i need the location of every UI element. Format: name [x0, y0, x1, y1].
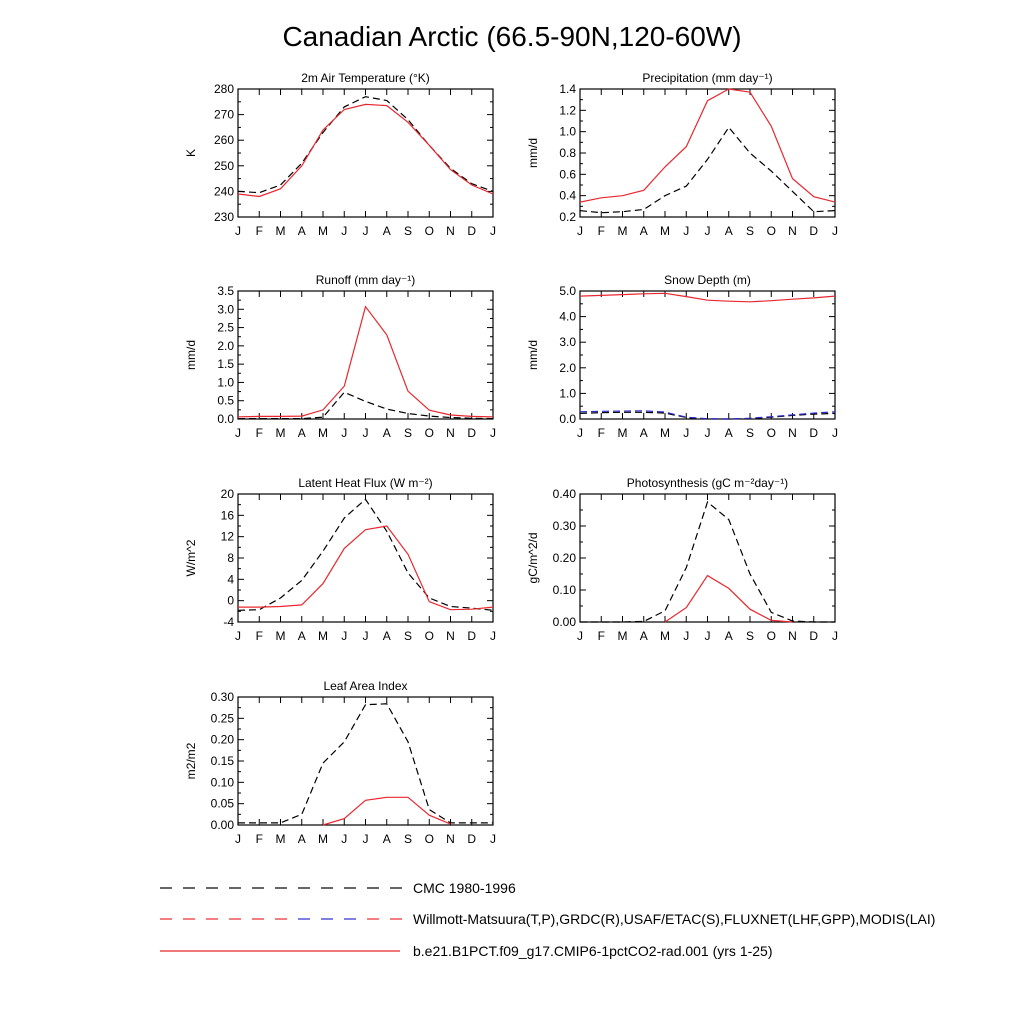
- series-line-obs: [238, 499, 493, 610]
- y-tick-label: 0.2: [559, 210, 576, 224]
- x-tick-label: F: [255, 224, 263, 238]
- plot-frame: [238, 697, 493, 825]
- panel-title: Photosynthesis (gC m⁻²day⁻¹): [626, 476, 789, 490]
- x-tick-label: M: [660, 629, 670, 643]
- y-tick-label: 250: [213, 158, 234, 173]
- x-tick-label: O: [424, 629, 434, 643]
- y-tick-label: 0.30: [552, 519, 576, 533]
- y-axis-label: mm/d: [526, 340, 540, 370]
- y-tick-label: 0.10: [210, 775, 234, 790]
- x-tick-label: O: [766, 426, 776, 440]
- y-tick-label: 1.2: [559, 103, 576, 118]
- x-tick-label: F: [597, 224, 605, 238]
- panel-title: Leaf Area Index: [323, 679, 408, 693]
- x-tick-label: F: [255, 426, 263, 440]
- x-tick-label: M: [275, 426, 286, 440]
- y-tick-label: 1.0: [559, 386, 576, 401]
- y-tick-label: 0.25: [210, 711, 234, 726]
- x-tick-label: M: [617, 224, 628, 238]
- x-tick-label: J: [683, 629, 690, 643]
- legend-label: b.e21.B1PCT.f09_g17.CMIP6-1pctCO2-rad.001 (yrs 1-25): [413, 943, 773, 959]
- y-tick-label: 1.0: [217, 375, 234, 390]
- y-tick-label: 0.00: [552, 615, 576, 629]
- y-tick-label: 230: [213, 210, 234, 224]
- panel-title: Latent Heat Flux (W m⁻²): [298, 476, 433, 490]
- panel-title: 2m Air Temperature (°K): [301, 71, 430, 85]
- y-tick-label: 4: [227, 572, 234, 587]
- x-tick-label: A: [297, 426, 306, 440]
- y-tick-label: 0.10: [552, 583, 576, 597]
- legend-item-1: [160, 880, 516, 896]
- series-line-model: [238, 104, 493, 196]
- x-tick-label: O: [424, 832, 434, 846]
- series-line-obs: [580, 502, 835, 622]
- y-axis-label: mm/d: [184, 340, 198, 370]
- legend-label: Willmott-Matsuura(T,P),GRDC(R),USAF/ETAC(S),FLUXNET(LHF,GPP),MODIS(LAI): [413, 911, 936, 927]
- x-tick-label: A: [724, 426, 733, 440]
- panels: [184, 71, 838, 846]
- panel-1: [184, 71, 496, 238]
- x-tick-label: J: [341, 224, 348, 238]
- x-tick-label: J: [704, 629, 711, 643]
- x-tick-label: J: [577, 426, 583, 440]
- x-tick-label: M: [660, 224, 670, 238]
- legend-item-2: [160, 911, 935, 927]
- panel-2: [526, 71, 838, 238]
- x-tick-label: F: [597, 426, 605, 440]
- x-tick-label: J: [832, 629, 838, 643]
- x-tick-label: F: [597, 629, 605, 643]
- x-tick-label: D: [809, 426, 819, 440]
- x-tick-label: N: [446, 426, 455, 440]
- x-tick-label: M: [617, 629, 628, 643]
- x-tick-label: M: [275, 832, 286, 846]
- x-tick-label: S: [403, 832, 413, 846]
- y-tick-label: 0.05: [210, 796, 234, 811]
- x-tick-label: S: [745, 629, 755, 643]
- x-tick-label: D: [467, 832, 477, 846]
- x-tick-label: D: [467, 224, 477, 238]
- x-tick-label: M: [660, 426, 670, 440]
- panel-title: Precipitation (mm day⁻¹): [642, 71, 773, 85]
- y-tick-label: 0.20: [210, 732, 234, 747]
- y-axis-label: gC/m^2/d: [526, 532, 540, 584]
- series-line-obs: [238, 704, 493, 823]
- x-tick-label: A: [382, 426, 391, 440]
- x-tick-label: J: [341, 629, 348, 643]
- x-tick-label: J: [490, 426, 496, 440]
- x-tick-label: J: [832, 224, 838, 238]
- y-tick-label: 1.0: [559, 124, 576, 139]
- y-tick-label: 0.15: [210, 754, 234, 768]
- x-tick-label: F: [255, 832, 263, 846]
- x-tick-label: J: [577, 224, 583, 238]
- x-tick-label: F: [255, 629, 263, 643]
- x-tick-label: A: [382, 629, 391, 643]
- x-tick-label: A: [639, 224, 648, 238]
- y-tick-label: 4.0: [559, 309, 576, 324]
- figure-title: Canadian Arctic (66.5-90N,120-60W): [282, 21, 742, 52]
- x-tick-label: J: [490, 629, 496, 643]
- x-tick-label: O: [424, 224, 434, 238]
- y-tick-label: 0.4: [559, 188, 576, 203]
- series-line-model: [238, 307, 493, 417]
- y-tick-label: 3.0: [217, 302, 234, 317]
- x-tick-label: M: [275, 629, 286, 643]
- panel-7: [184, 679, 496, 846]
- x-tick-label: N: [788, 224, 797, 238]
- x-tick-label: M: [617, 426, 628, 440]
- x-tick-label: A: [297, 224, 306, 238]
- y-tick-label: 0.00: [210, 818, 234, 832]
- x-tick-label: M: [318, 629, 328, 643]
- x-tick-label: J: [341, 832, 348, 846]
- x-tick-label: M: [318, 832, 328, 846]
- x-tick-label: J: [235, 629, 241, 643]
- y-tick-label: 1.4: [559, 82, 576, 96]
- plot-frame: [580, 494, 835, 622]
- y-tick-label: 260: [213, 133, 234, 148]
- legend-item-3: [160, 943, 773, 959]
- y-tick-label: 5.0: [559, 284, 576, 298]
- x-tick-label: J: [490, 832, 496, 846]
- panel-4: [526, 273, 838, 440]
- series-line-obs: [238, 97, 493, 193]
- x-tick-label: N: [788, 629, 797, 643]
- x-tick-label: J: [683, 224, 690, 238]
- y-tick-label: 0: [227, 593, 234, 608]
- x-tick-label: M: [318, 426, 328, 440]
- x-tick-label: J: [362, 426, 369, 440]
- x-tick-label: A: [297, 832, 306, 846]
- y-tick-label: 3.5: [217, 284, 234, 298]
- y-tick-label: 8: [227, 551, 234, 565]
- panel-title: Snow Depth (m): [664, 273, 751, 287]
- y-tick-label: 0.30: [210, 690, 234, 704]
- y-tick-label: 0.0: [217, 412, 234, 426]
- x-tick-label: J: [235, 426, 241, 440]
- series-line-model: [238, 526, 493, 610]
- x-tick-label: N: [446, 629, 455, 643]
- x-tick-label: D: [467, 426, 477, 440]
- panel-5: [184, 476, 496, 643]
- y-tick-label: 0.40: [552, 487, 576, 501]
- x-tick-label: J: [362, 224, 369, 238]
- series-line-model: [665, 576, 793, 622]
- x-tick-label: J: [704, 224, 711, 238]
- x-tick-label: M: [275, 224, 286, 238]
- y-tick-label: -4: [223, 615, 234, 629]
- x-tick-label: N: [788, 426, 797, 440]
- legend: [160, 880, 935, 959]
- y-tick-label: 0.6: [559, 167, 576, 182]
- x-tick-label: A: [639, 426, 648, 440]
- x-tick-label: D: [809, 224, 819, 238]
- plot-frame: [580, 291, 835, 419]
- y-tick-label: 280: [213, 82, 234, 96]
- x-tick-label: O: [766, 629, 776, 643]
- x-tick-label: A: [382, 832, 391, 846]
- x-tick-label: J: [362, 629, 369, 643]
- plot-frame: [238, 291, 493, 419]
- x-tick-label: J: [235, 832, 241, 846]
- legend-label: CMC 1980-1996: [413, 880, 516, 896]
- x-tick-label: S: [403, 629, 413, 643]
- series-line-model: [580, 89, 835, 202]
- x-tick-label: N: [446, 224, 455, 238]
- y-tick-label: 12: [220, 529, 234, 544]
- plot-frame: [238, 89, 493, 217]
- plot-frame: [238, 494, 493, 622]
- x-tick-label: S: [745, 224, 755, 238]
- y-tick-label: 0.0: [559, 412, 576, 426]
- plot-frame: [580, 89, 835, 217]
- y-tick-label: 0.20: [552, 551, 576, 565]
- series-line-obs: [580, 127, 835, 212]
- panel-title: Runoff (mm day⁻¹): [315, 273, 416, 287]
- y-tick-label: 0.5: [217, 393, 234, 408]
- panel-3: [184, 273, 496, 440]
- x-tick-label: O: [766, 224, 776, 238]
- x-tick-label: A: [639, 629, 648, 643]
- x-tick-label: J: [832, 426, 838, 440]
- x-tick-label: A: [382, 224, 391, 238]
- y-tick-label: 16: [220, 508, 234, 523]
- y-tick-label: 2.0: [217, 338, 234, 353]
- panel-6: [526, 476, 838, 643]
- y-tick-label: 20: [220, 487, 234, 501]
- y-tick-label: 1.5: [217, 357, 234, 372]
- y-axis-label: W/m^2: [184, 539, 198, 577]
- x-tick-label: J: [341, 426, 348, 440]
- y-axis-label: m2/m2: [184, 742, 198, 780]
- y-axis-label: mm/d: [526, 138, 540, 168]
- x-tick-label: J: [577, 629, 583, 643]
- x-tick-label: S: [745, 426, 755, 440]
- x-tick-label: J: [683, 426, 690, 440]
- y-axis-label: K: [184, 148, 198, 158]
- x-tick-label: O: [424, 426, 434, 440]
- y-tick-label: 0.8: [559, 146, 576, 160]
- y-tick-label: 2.0: [559, 360, 576, 375]
- x-tick-label: A: [297, 629, 306, 643]
- x-tick-label: J: [235, 224, 241, 238]
- y-tick-label: 2.5: [217, 320, 234, 335]
- y-tick-label: 240: [213, 184, 234, 199]
- x-tick-label: N: [446, 832, 455, 846]
- x-tick-label: M: [318, 224, 328, 238]
- x-tick-label: J: [490, 224, 496, 238]
- x-tick-label: A: [724, 224, 733, 238]
- x-tick-label: J: [362, 832, 369, 846]
- x-tick-label: D: [809, 629, 819, 643]
- y-tick-label: 3.0: [559, 335, 576, 350]
- y-tick-label: 270: [213, 107, 234, 122]
- x-tick-label: S: [403, 426, 413, 440]
- x-tick-label: S: [403, 224, 413, 238]
- x-tick-label: J: [704, 426, 711, 440]
- x-tick-label: A: [724, 629, 733, 643]
- x-tick-label: D: [467, 629, 477, 643]
